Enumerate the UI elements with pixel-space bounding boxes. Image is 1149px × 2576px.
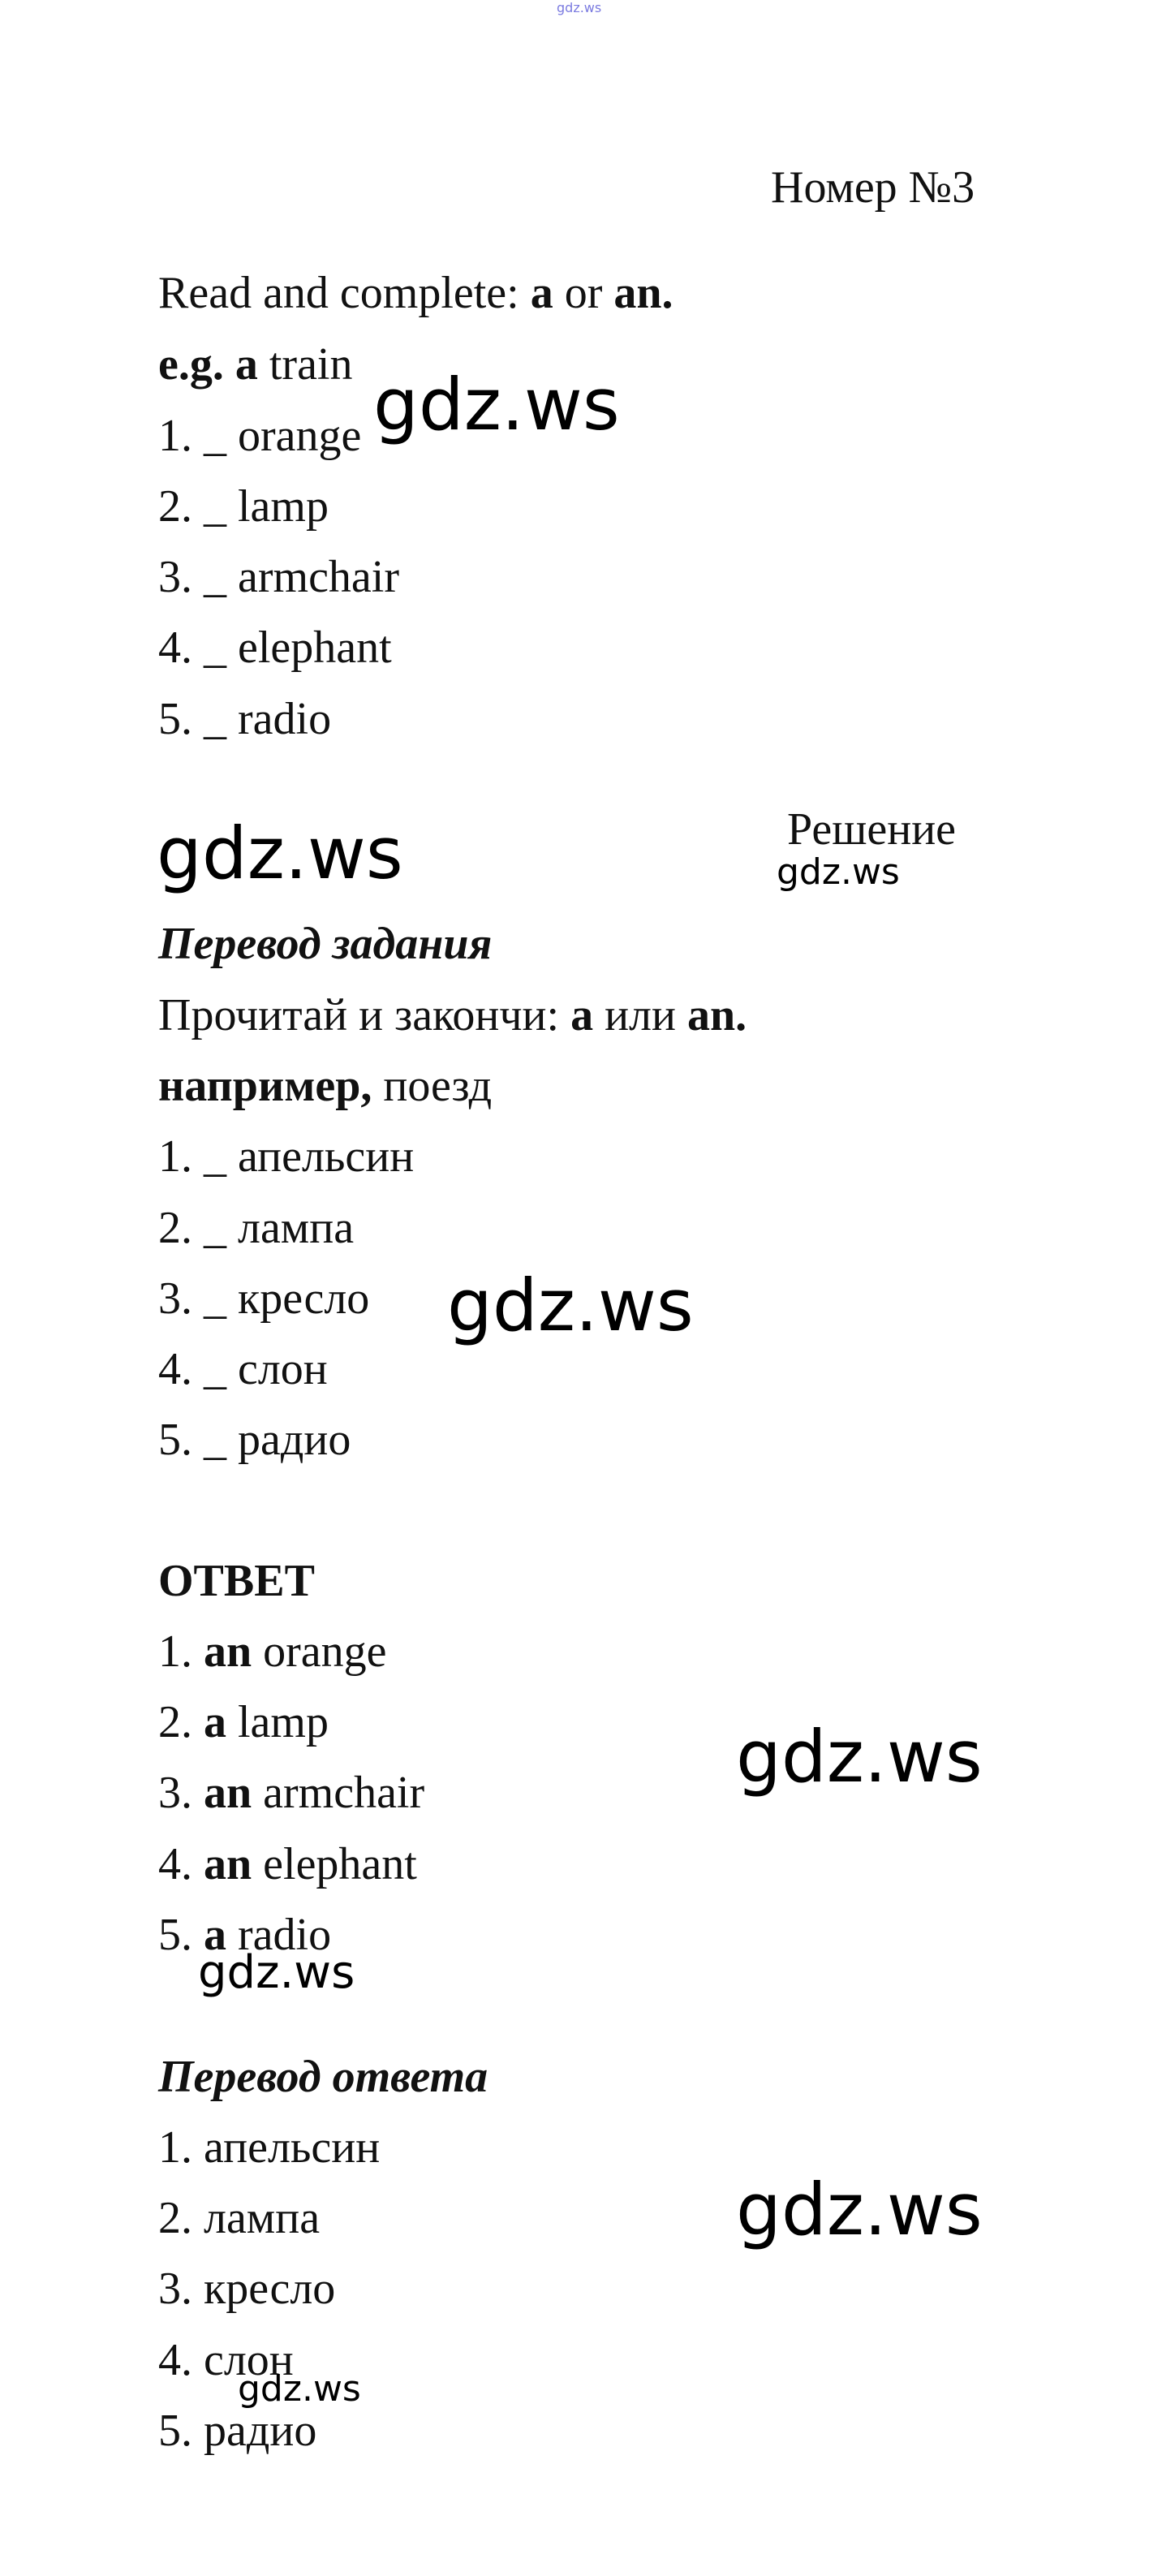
answer-num: 2. xyxy=(158,1697,204,1747)
task-instruction xyxy=(158,270,673,316)
task-item: 5. _ radio xyxy=(158,694,332,744)
translation-item: 2. _ лампа xyxy=(158,1203,355,1253)
example-prefix: e.g. xyxy=(158,339,235,390)
instruction-a: a xyxy=(530,268,553,318)
translation-heading: Перевод задания xyxy=(158,919,493,969)
answer-num: 5. xyxy=(158,1910,204,1960)
translation-example-prefix: например, xyxy=(158,1061,372,1111)
instruction-or: or xyxy=(553,268,614,318)
translation-item: 3. _ кресло xyxy=(158,1273,370,1324)
solution-label: Решение xyxy=(787,804,957,855)
answer-num: 1. xyxy=(158,1626,204,1677)
translation-example-word: поезд xyxy=(372,1061,493,1111)
translation-example xyxy=(158,1063,492,1109)
answer-article: an xyxy=(204,1626,252,1677)
translation-item: 4. _ слон xyxy=(158,1344,328,1394)
watermark: gdz.ws xyxy=(777,851,900,893)
answer-translation-item: 4. слон xyxy=(158,2335,294,2385)
watermark: gdz.ws xyxy=(157,812,403,895)
translation-instruction xyxy=(158,990,747,1040)
top-watermark: gdz.ws xyxy=(557,0,602,15)
answer-article: a xyxy=(204,1910,226,1960)
answer-translation-item: 2. лампа xyxy=(158,2193,321,2243)
answer-word: elephant xyxy=(252,1839,417,1889)
answer-item xyxy=(158,1699,329,1745)
answer-word: orange xyxy=(252,1626,387,1677)
answer-article: an xyxy=(204,1768,252,1818)
watermark: gdz.ws xyxy=(198,1946,355,1999)
example-article: a xyxy=(235,339,258,390)
translation-instruction-or: или xyxy=(593,990,687,1040)
watermark: gdz.ws xyxy=(238,2368,361,2410)
translation-item: 1. _ апельсин xyxy=(158,1131,415,1182)
translation-instruction-an: an. xyxy=(686,990,747,1040)
task-example xyxy=(158,339,353,390)
answer-word: armchair xyxy=(252,1768,425,1818)
answer-article: a xyxy=(204,1697,226,1747)
task-item: 4. _ elephant xyxy=(158,622,392,673)
task-item: 1. _ orange xyxy=(158,411,362,461)
watermark: gdz.ws xyxy=(447,1264,694,1347)
answer-word: radio xyxy=(226,1910,332,1960)
watermark: gdz.ws xyxy=(736,2168,983,2251)
answer-translation-heading: Перевод ответа xyxy=(158,2052,488,2102)
translation-instruction-a: a xyxy=(570,990,594,1040)
task-item: 3. _ armchair xyxy=(158,552,399,602)
instruction-an: an. xyxy=(613,268,673,318)
answer-item xyxy=(158,1626,387,1677)
answer-article: an xyxy=(204,1839,252,1889)
answer-num: 4. xyxy=(158,1839,204,1889)
example-word: train xyxy=(257,339,353,390)
answer-word: lamp xyxy=(226,1697,329,1747)
answer-item xyxy=(158,1839,417,1889)
watermark: gdz.ws xyxy=(736,1715,983,1798)
answer-num: 3. xyxy=(158,1768,204,1818)
answer-translation-item: 5. радио xyxy=(158,2406,317,2456)
answer-translation-item: 1. апельсин xyxy=(158,2122,381,2173)
translation-item: 5. _ радио xyxy=(158,1415,351,1465)
task-item: 2. _ lamp xyxy=(158,481,329,532)
answer-heading: ОТВЕТ xyxy=(158,1556,315,1606)
instruction-text: Read and complete: xyxy=(158,268,531,318)
answer-translation-item: 3. кресло xyxy=(158,2264,336,2314)
watermark: gdz.ws xyxy=(373,363,620,446)
exercise-number: Номер №3 xyxy=(771,162,975,213)
translation-instruction-text: Прочитай и закончи: xyxy=(158,990,571,1040)
answer-item xyxy=(158,1770,424,1816)
